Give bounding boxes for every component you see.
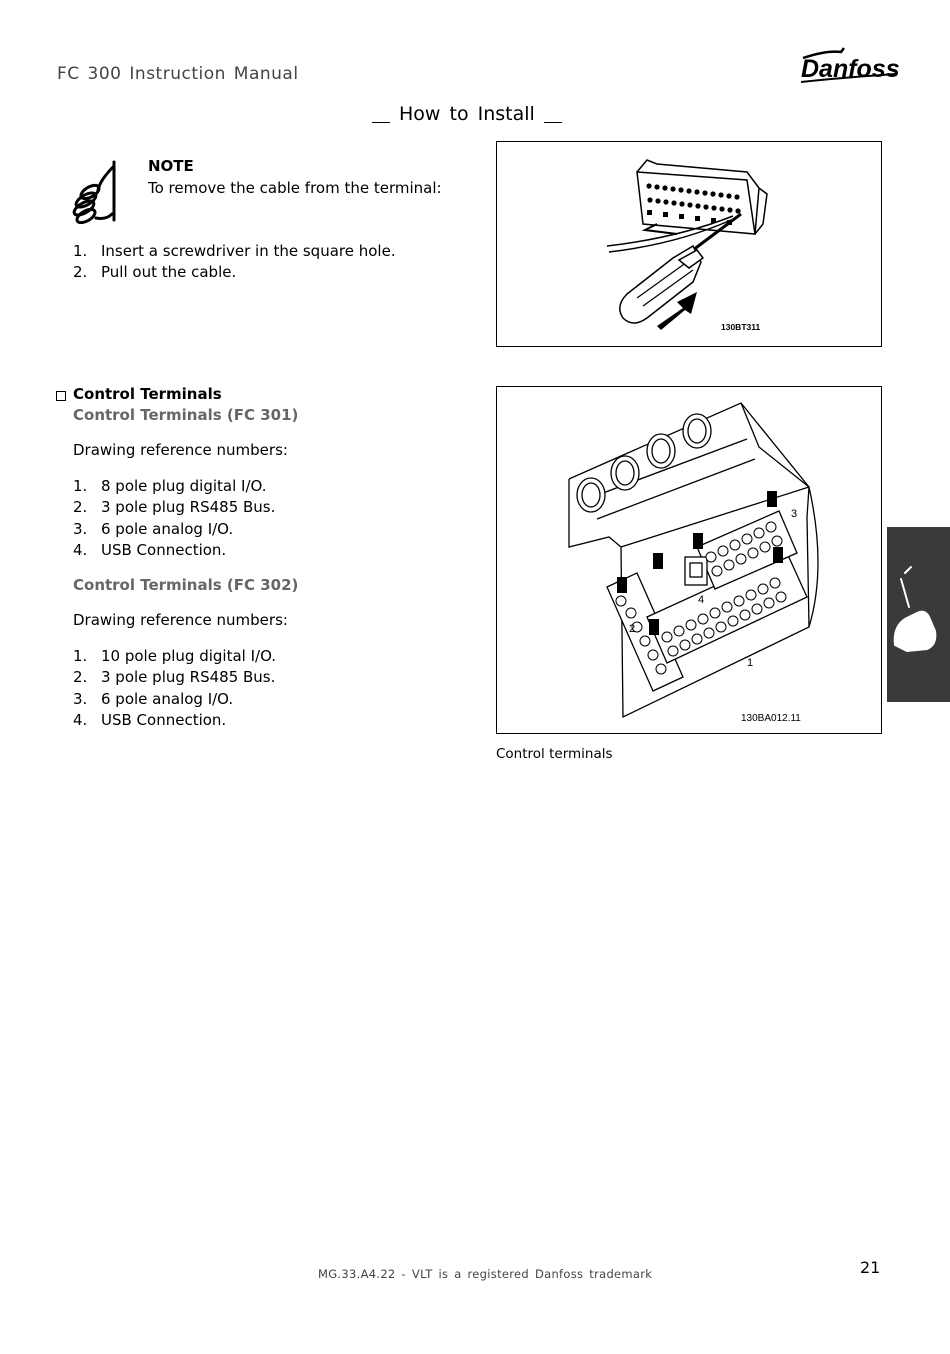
figure-code: 130BA012.11 — [741, 713, 801, 724]
fc301-intro: Drawing reference numbers: — [73, 441, 288, 459]
control-terminals-figure — [496, 386, 882, 734]
note-steps — [73, 241, 396, 284]
title-rule-left — [372, 122, 390, 123]
figure-label-2: 2 — [629, 623, 636, 635]
list-item: 2. Pull out the cable. — [73, 263, 237, 282]
list-item: 3. 6 pole analog I/O. — [73, 519, 234, 538]
section-bullet — [56, 391, 66, 401]
danfoss-logo — [797, 44, 899, 86]
fc301-list — [73, 476, 275, 561]
list-item: 1. 10 pole plug digital I/O. — [73, 647, 277, 665]
fc302-list — [73, 646, 276, 731]
section-title-text: How to Install — [399, 103, 535, 125]
manual-title: FC 300 Instruction Manual — [57, 64, 299, 84]
fc302-subheading: Control Terminals (FC 302) — [73, 576, 299, 594]
chapter-tab — [887, 527, 950, 702]
figure-caption: Control terminals — [496, 746, 613, 762]
footer-text: MG.33.A4.22 - VLT is a registered Danfoss trademark — [318, 1267, 653, 1281]
figure-label-3: 3 — [791, 508, 798, 520]
cable-removal-figure — [496, 141, 882, 347]
note-text: To remove the cable from the terminal: — [148, 179, 442, 197]
list-item: 2. 3 pole plug RS485 Bus. — [73, 668, 276, 687]
list-item: 3. 6 pole analog I/O. — [73, 689, 234, 708]
list-item: 4. USB Connection. — [73, 540, 227, 559]
screwdriver-hand-icon — [887, 527, 950, 702]
fc301-subheading: Control Terminals (FC 301) — [73, 406, 299, 424]
note-heading: NOTE — [148, 157, 194, 175]
fc302-intro: Drawing reference numbers: — [73, 611, 288, 629]
list-item: 2. 3 pole plug RS485 Bus. — [73, 498, 276, 517]
section-title — [372, 103, 562, 125]
brand-text: Danfoss — [801, 55, 899, 83]
figure-label-4: 4 — [698, 594, 705, 606]
figure-label-1: 1 — [747, 657, 754, 669]
page-number: 21 — [860, 1258, 881, 1277]
list-item: 1. 8 pole plug digital I/O. — [73, 477, 267, 495]
hand-pointing-icon — [70, 158, 122, 224]
title-rule-right — [544, 122, 562, 123]
figure-code: 130BT311 — [721, 322, 761, 332]
list-item: 4. USB Connection. — [73, 710, 227, 729]
list-item: 1. Insert a screwdriver in the square hole. — [73, 242, 396, 260]
control-terminals-heading: Control Terminals — [73, 385, 222, 403]
